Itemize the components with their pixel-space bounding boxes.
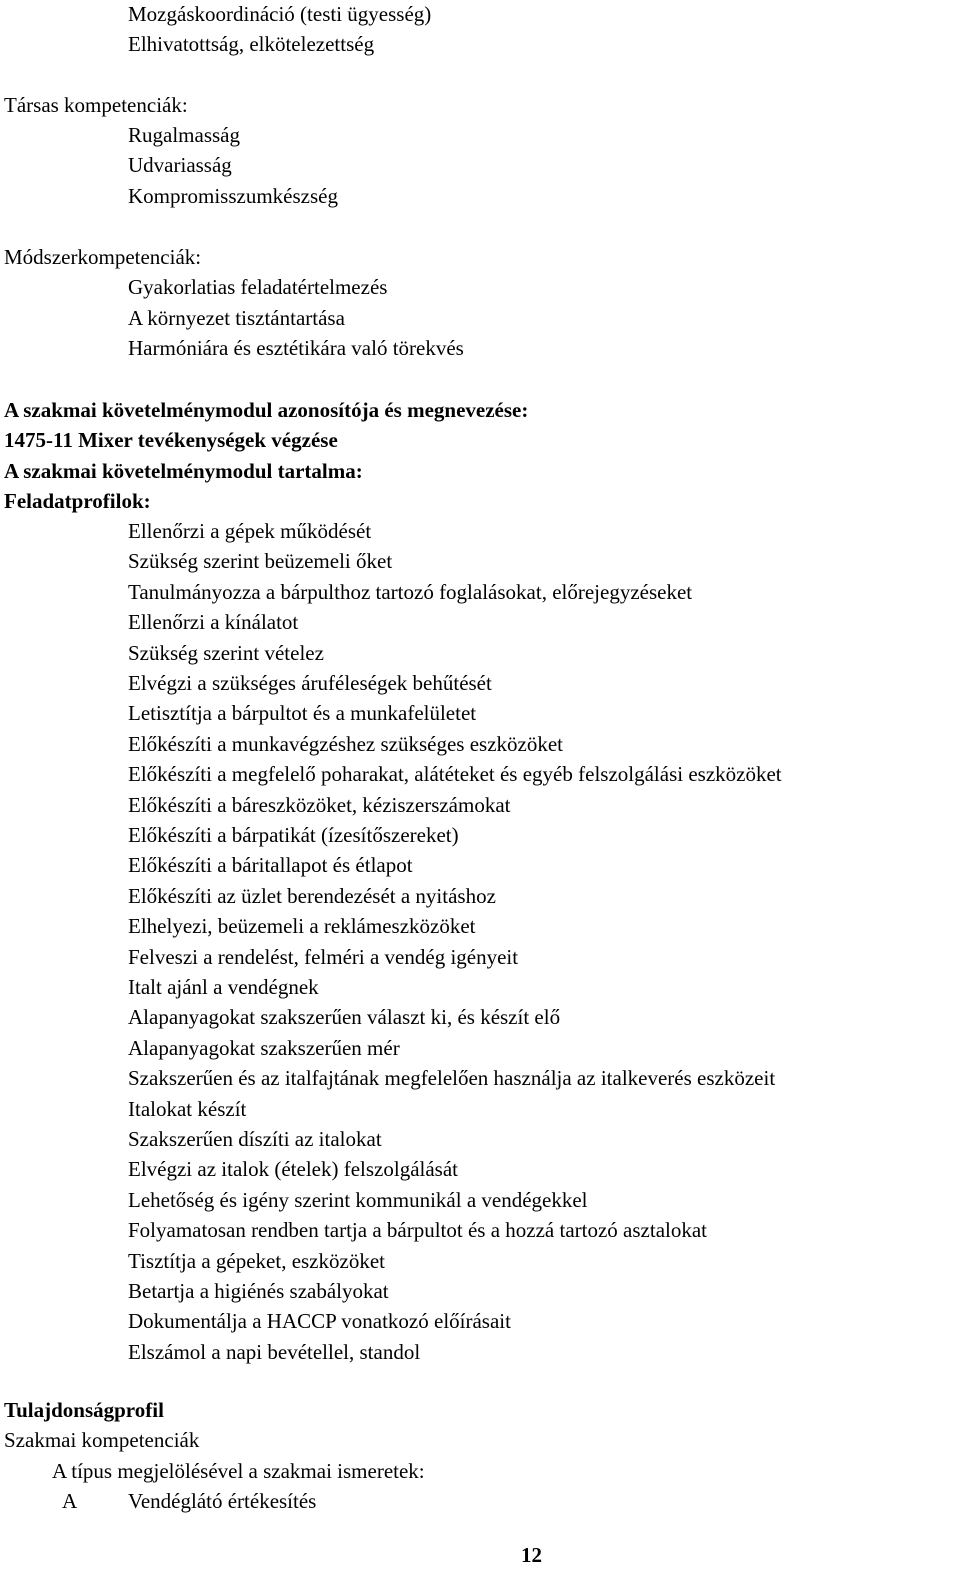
task-item: Dokumentálja a HACCP vonatkozó előírásait: [128, 1309, 511, 1333]
profile-subheading: Szakmai kompetenciák: [4, 1428, 200, 1452]
task-item: Lehetőség és igény szerint kommunikál a vendégekkel: [128, 1188, 588, 1212]
page-number: 12: [521, 1543, 542, 1567]
list-item: Harmóniára és esztétikára való törekvés: [128, 336, 464, 360]
task-item: Felveszi a rendelést, felméri a vendég igényeit: [128, 945, 519, 969]
task-item: Szakszerűen díszíti az italokat: [128, 1127, 382, 1151]
list-item: Mozgáskoordináció (testi ügyesség): [128, 2, 432, 26]
task-item: Alapanyagokat szakszerűen választ ki, és készít elő: [128, 1005, 561, 1029]
task-item: Tisztítja a gépeket, eszközöket: [128, 1249, 385, 1273]
task-item: Előkészíti a báreszközöket, kéziszerszámokat: [128, 793, 511, 817]
task-item: Előkészíti az üzlet berendezését a nyitáshoz: [128, 884, 496, 908]
profile-heading: Tulajdonságprofil: [4, 1398, 164, 1422]
module-id-heading: A szakmai követelménymodul azonosítója és megnevezése:: [4, 398, 529, 422]
task-item: Előkészíti a megfelelő poharakat, alátéteket és egyéb felszolgálási eszközöket: [128, 762, 782, 786]
task-item: Italt ajánl a vendégnek: [128, 975, 319, 999]
type-line: A típus megjelölésével a szakmai ismeretek:: [52, 1459, 425, 1483]
task-item: Szakszerűen és az italfajtának megfelelően használja az italkeverés eszközeit: [128, 1066, 776, 1090]
task-item: Letisztítja a bárpultot és a munkafelületet: [128, 701, 477, 725]
task-item: Előkészíti a báritallapot és étlapot: [128, 853, 413, 877]
task-item: Elvégzi a szükséges áruféleségek behűtését: [128, 671, 492, 695]
task-item: Italokat készít: [128, 1097, 247, 1121]
task-item: Folyamatosan rendben tartja a bárpultot és a hozzá tartozó asztalokat: [128, 1218, 708, 1242]
type-code: A: [62, 1489, 78, 1513]
task-item: Szükség szerint beüzemeli őket: [128, 549, 393, 573]
type-item: Vendéglátó értékesítés: [128, 1489, 317, 1513]
task-item: Tanulmányozza a bárpulthoz tartozó foglalásokat, előrejegyzéseket: [128, 580, 693, 604]
task-item: Előkészíti a bárpatikát (ízesítőszereket): [128, 823, 459, 847]
list-item: A környezet tisztántartása: [128, 306, 345, 330]
task-item: Betartja a higiénés szabályokat: [128, 1279, 389, 1303]
task-item: Előkészíti a munkavégzéshez szükséges eszközöket: [128, 732, 564, 756]
task-item: Elszámol a napi bevétellel, standol: [128, 1340, 421, 1364]
list-item: Udvariasság: [128, 153, 232, 177]
task-item: Szükség szerint vételez: [128, 641, 324, 665]
task-item: Ellenőrzi a gépek működését: [128, 519, 372, 543]
task-item: Elvégzi az italok (ételek) felszolgálását: [128, 1157, 459, 1181]
list-item: Gyakorlatias feladatértelmezés: [128, 275, 388, 299]
list-item: Elhivatottság, elkötelezettség: [128, 32, 375, 56]
social-heading: Társas kompetenciák:: [4, 93, 188, 117]
tasks-heading: Feladatprofilok:: [4, 489, 151, 513]
task-item: Ellenőrzi a kínálatot: [128, 610, 299, 634]
list-item: Rugalmasság: [128, 123, 240, 147]
module-name: 1475-11 Mixer tevékenységek végzése: [4, 428, 338, 452]
module-content-heading: A szakmai követelménymodul tartalma:: [4, 459, 363, 483]
task-item: Elhelyezi, beüzemeli a reklámeszközöket: [128, 914, 476, 938]
list-item: Kompromisszumkészség: [128, 184, 338, 208]
method-heading: Módszerkompetenciák:: [4, 245, 202, 269]
task-item: Alapanyagokat szakszerűen mér: [128, 1036, 400, 1060]
